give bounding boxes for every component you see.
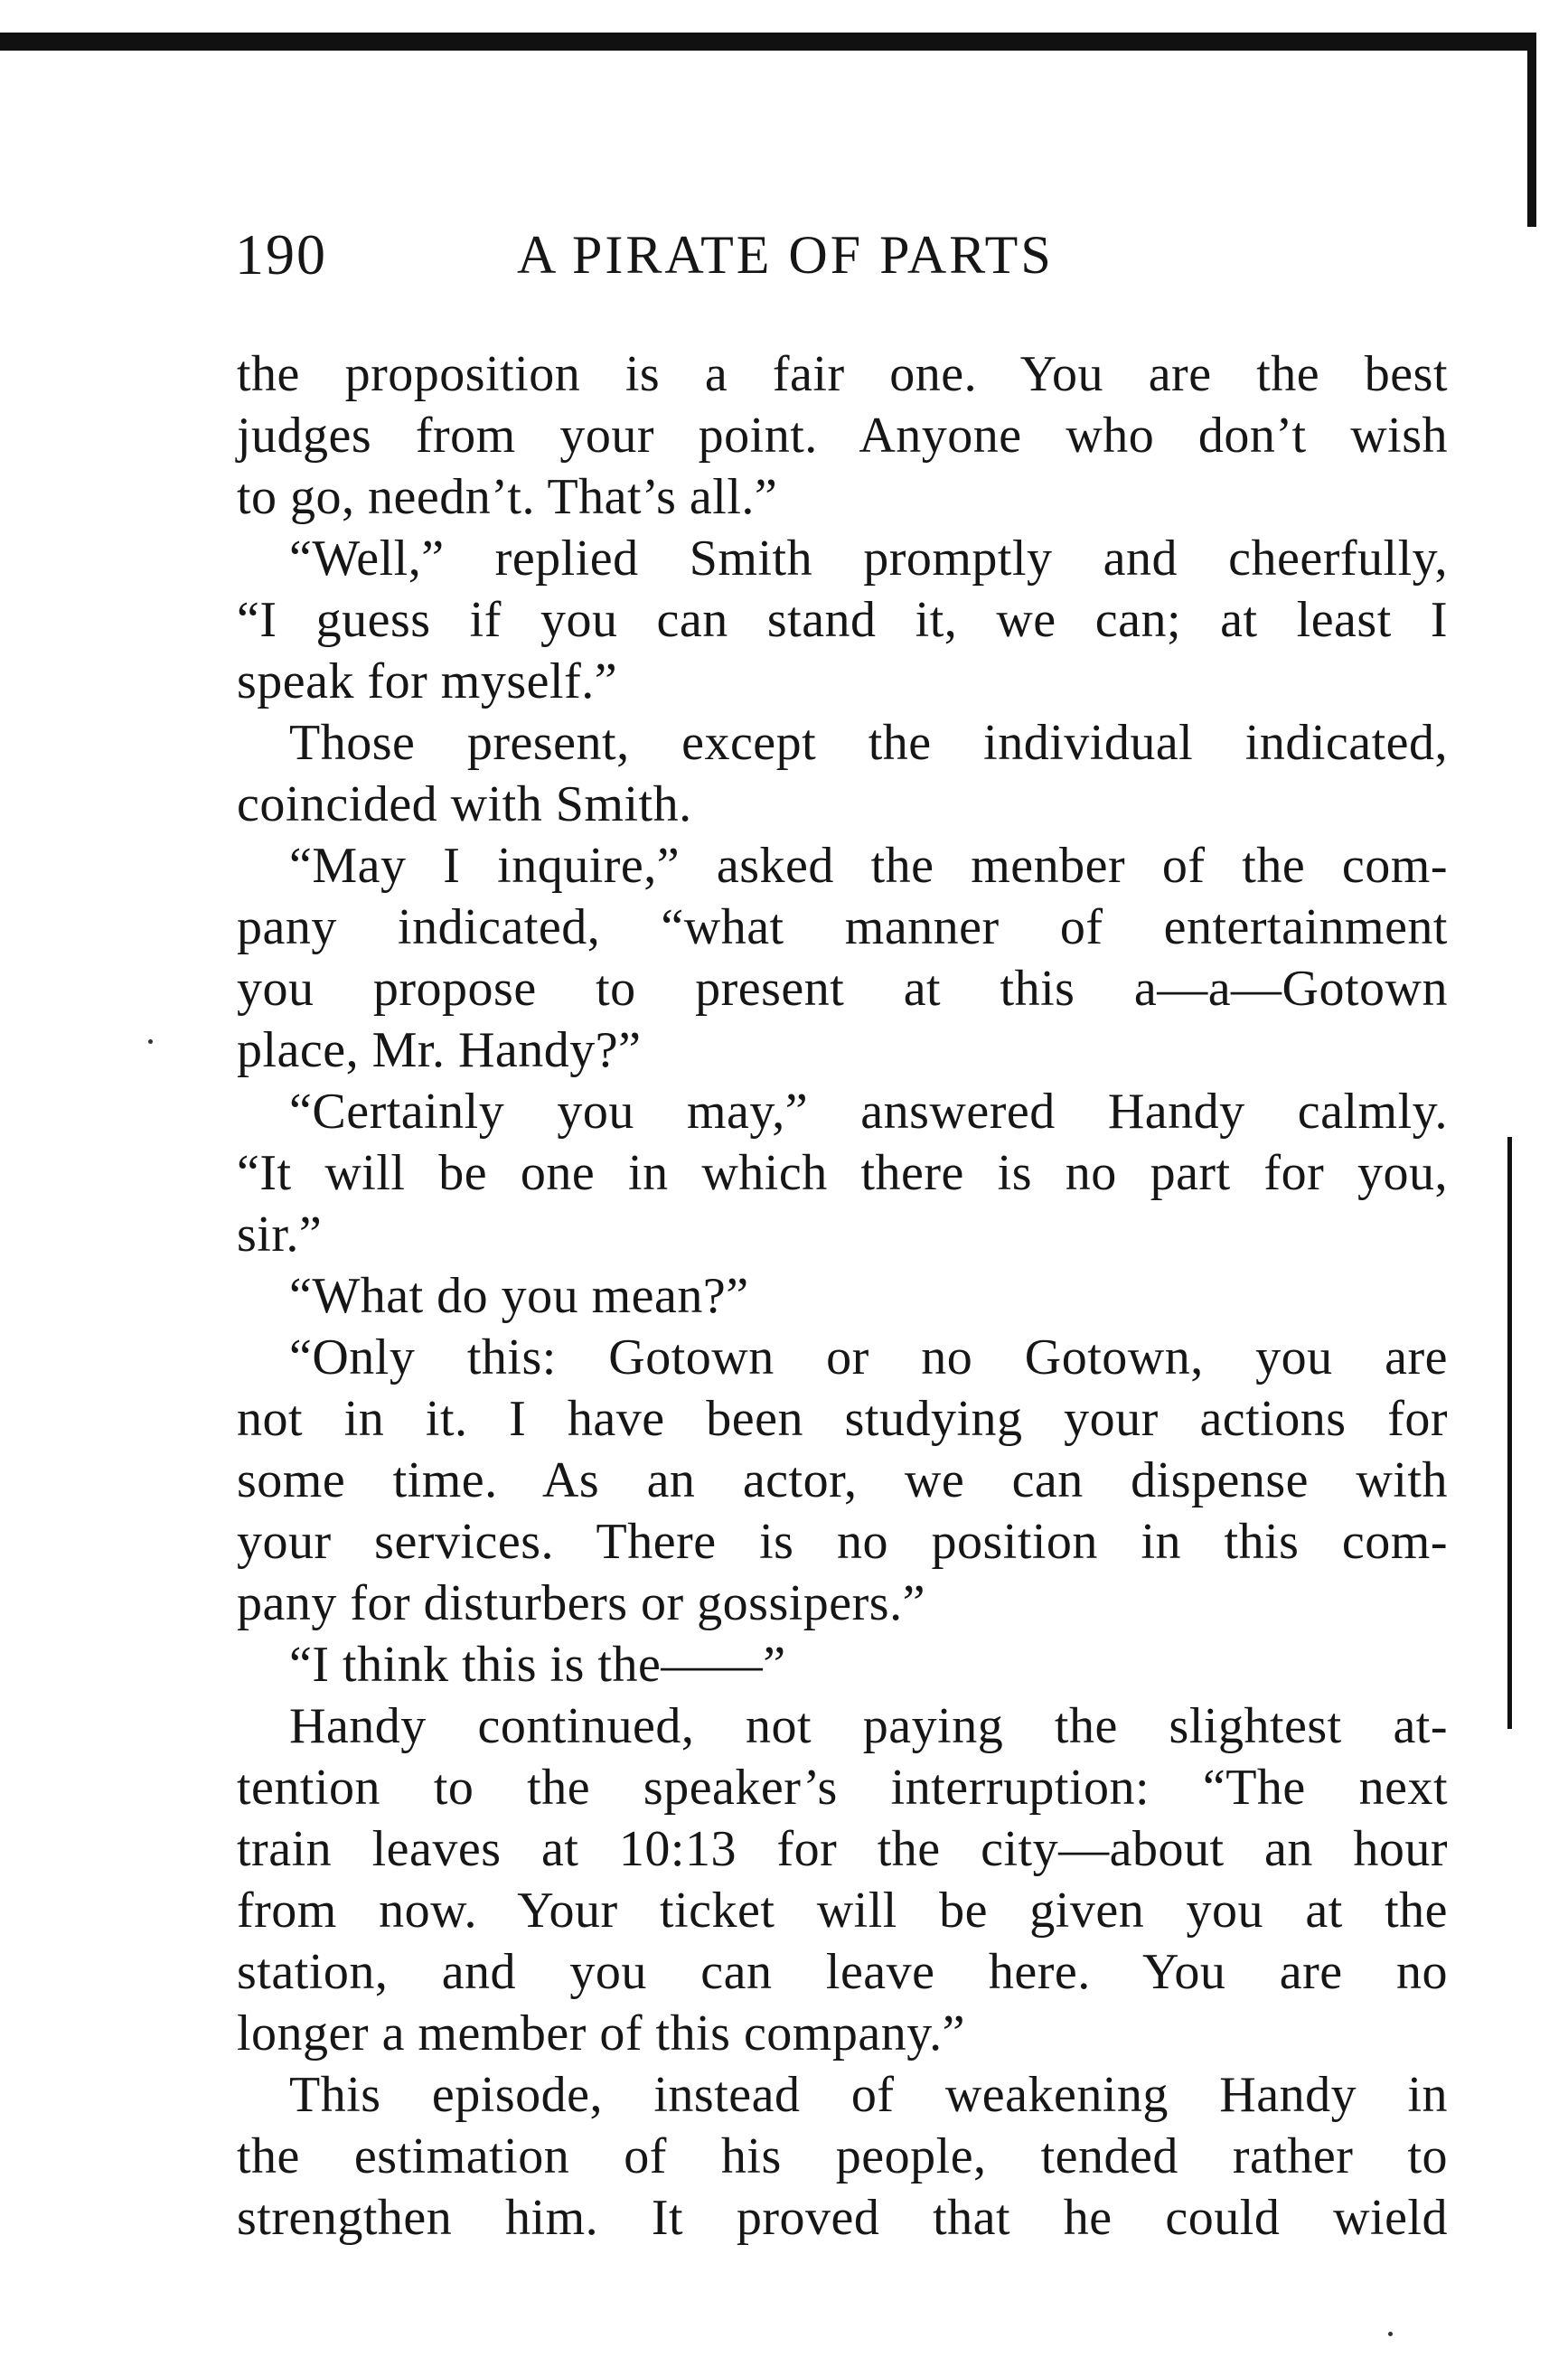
page-number: 190 xyxy=(235,222,327,286)
text-line: judges from your point. Anyone who don’t wish xyxy=(237,408,1448,464)
text-line: pany for disturbers or gossipers.” xyxy=(237,1575,925,1631)
text-line: your services. There is no position in this com- xyxy=(237,1514,1448,1570)
text-line: Those present, except the individual indicated, xyxy=(289,715,1448,771)
text-line: strengthen him. It proved that he could wield xyxy=(237,2190,1448,2246)
text-line: Handy continued, not paying the slightest at- xyxy=(289,1698,1448,1754)
right-scan-border-middle xyxy=(1507,1137,1512,1729)
text-line: “May I inquire,” asked the menber of the com- xyxy=(289,838,1448,894)
text-line: longer a member of this company.” xyxy=(237,2005,965,2061)
scan-speck xyxy=(1388,2332,1393,2336)
text-line: tention to the speaker’s interruption: “The next xyxy=(237,1760,1448,1816)
text-line: speak for myself.” xyxy=(237,653,618,709)
text-line: the estimation of his people, tended rather to xyxy=(237,2128,1448,2184)
text-line: station, and you can leave here. You are no xyxy=(237,1944,1448,2000)
text-line: place, Mr. Handy?” xyxy=(237,1022,642,1078)
text-line: to go, needn’t. That’s all.” xyxy=(237,469,778,525)
text-line: “Well,” replied Smith promptly and cheerfully, xyxy=(289,531,1448,587)
text-line: sir.” xyxy=(237,1207,323,1263)
text-line: “Only this: Gotown or no Gotown, you are xyxy=(289,1329,1448,1385)
text-line: “I guess if you can stand it, we can; at least I xyxy=(237,592,1448,648)
text-line: “I think this is the——” xyxy=(289,1637,786,1693)
text-line: “It will be one in which there is no part for you, xyxy=(237,1145,1448,1201)
text-line: coincided with Smith. xyxy=(237,776,692,832)
right-scan-border-top xyxy=(1527,33,1536,227)
running-title: A PIRATE OF PARTS xyxy=(517,225,1054,285)
top-scan-border xyxy=(0,33,1536,51)
text-line: some time. As an actor, we can dispense with xyxy=(237,1452,1448,1508)
text-line: “Certainly you may,” answered Handy calmly. xyxy=(289,1084,1448,1140)
scan-speck xyxy=(148,1039,153,1044)
text-line: This episode, instead of weakening Handy in xyxy=(289,2067,1448,2123)
text-line: pany indicated, “what manner of entertainment xyxy=(237,899,1448,955)
text-line: from now. Your ticket will be given you at the xyxy=(237,1883,1448,1939)
body-text xyxy=(237,343,1448,2249)
page-header xyxy=(235,210,1175,300)
text-line: you propose to present at this a—a—Gotown xyxy=(237,961,1448,1017)
text-line: train leaves at 10:13 for the city—about an hour xyxy=(237,1821,1448,1877)
text-line: the proposition is a fair one. You are the best xyxy=(237,346,1448,402)
text-line: “What do you mean?” xyxy=(289,1268,749,1324)
text-line: not in it. I have been studying your actions for xyxy=(237,1391,1448,1447)
